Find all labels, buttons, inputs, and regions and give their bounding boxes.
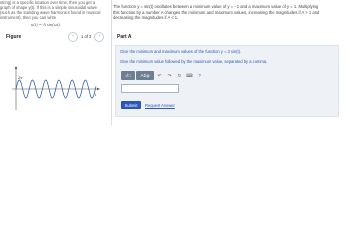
keyboard-icon[interactable]: ⌨ [186, 72, 193, 78]
info-text [113, 4, 341, 21]
info-line-1: The function y = sin(t) oscillates between a minimum value of y = −1 and a maximum value of y = 1. Multiplying [113, 4, 319, 9]
column-divider [111, 0, 112, 125]
t-axis-label: t [95, 92, 97, 97]
submit-button[interactable]: Submit [121, 101, 141, 109]
info-line-2: this function by a number A changes the minimum and maximum values, increasing the magnitudes if A > 1 and [113, 9, 320, 15]
intro-line-2: graph of shape y(t). If this is a simple sinusoidal wave [0, 5, 97, 10]
intro-line-1: string) is a specific location over time, then you get a [0, 0, 96, 5]
t-axis-arrow [97, 88, 100, 91]
figure-graph [6, 64, 102, 112]
answer-input[interactable] [121, 84, 179, 93]
templates-button[interactable]: √□ [121, 71, 135, 80]
reset-icon[interactable]: ↻ [177, 72, 182, 78]
help-icon[interactable]: ? [198, 73, 201, 78]
question-text-1: Give the minimum and maximum values of the function y = 3 sin(t). [120, 49, 242, 54]
chevron-left-icon[interactable]: ‹ [68, 32, 78, 42]
redo-icon[interactable]: ↷ [167, 72, 172, 78]
intro-line-3: (such as the standing wave harmonics found in musical [0, 10, 101, 15]
figure-label: Figure [6, 34, 22, 40]
intro-text [0, 0, 104, 62]
question-panel [115, 45, 339, 117]
greek-symbols-button[interactable]: AΣφ [136, 71, 154, 80]
y-tick-label: 2π [18, 75, 23, 80]
info-line-3: decreasing the magnitudes if A < 1. [113, 15, 179, 21]
y-axis-arrow [15, 66, 18, 69]
chevron-right-icon[interactable]: › [94, 32, 104, 42]
request-answer-link[interactable]: Request Answer [145, 102, 175, 108]
part-a-label: Part A [117, 34, 132, 40]
undo-icon[interactable]: ↶ [157, 72, 162, 78]
intro-line-4: instrument), then you can write [0, 15, 56, 20]
figure-pager [68, 32, 104, 41]
math-toolbar [121, 71, 204, 80]
question-text-2: Give the minimum value followed by the maximum value, separated by a comma. [120, 59, 268, 64]
pager-text: 1 of 2 [81, 34, 92, 39]
intro-formula: u(t) = A sin(ωt). [31, 22, 61, 27]
